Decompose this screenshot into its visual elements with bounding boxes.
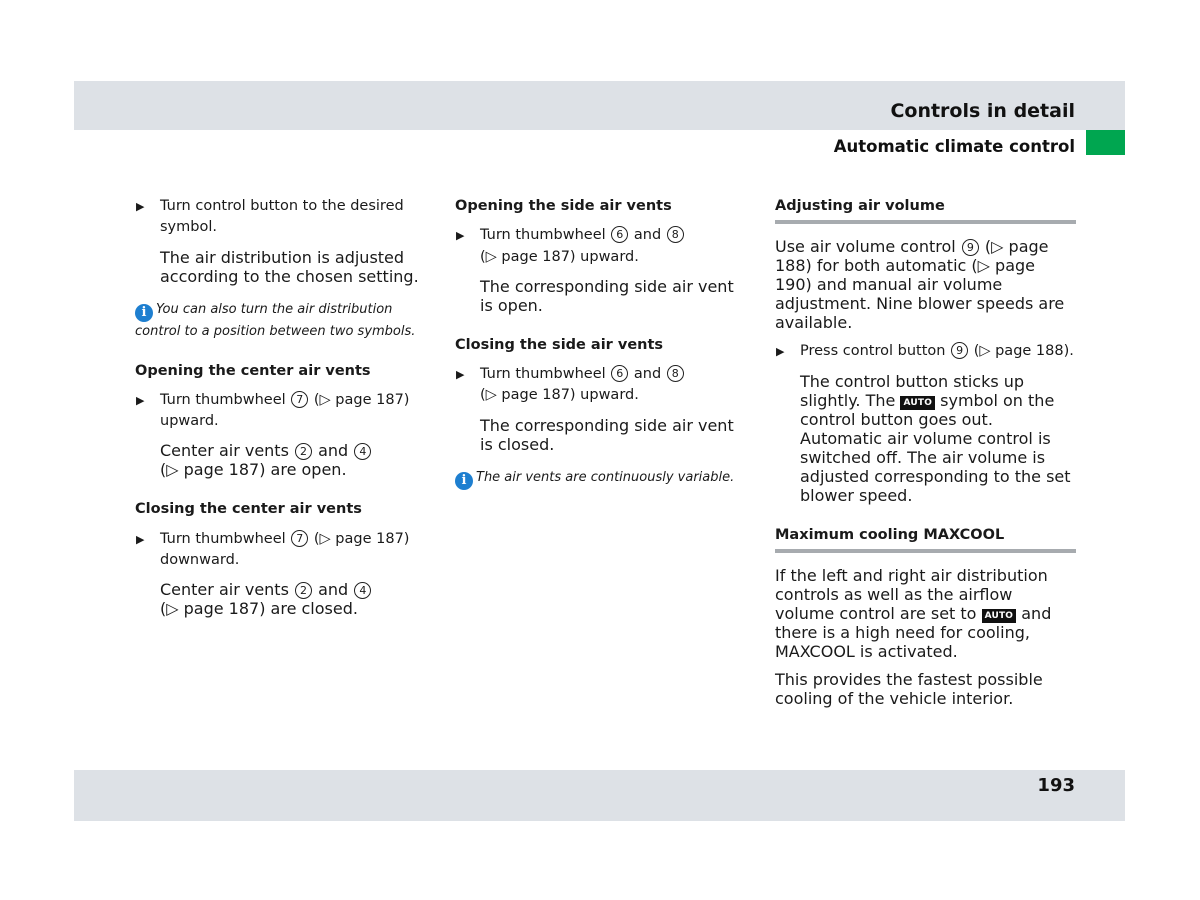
section-subtitle: Automatic climate control bbox=[833, 137, 1075, 156]
info-note-vents-variable: i The air vents are continuously variable. bbox=[455, 468, 735, 490]
instruction-close-side-vents: ▶ Turn thumbwheel 6 and 8 (▷ page 187) upward. bbox=[455, 364, 735, 407]
instruction-open-center-vents: ▶ Turn thumbwheel 7 (▷ page 187) upward. bbox=[135, 390, 435, 433]
result-air-distribution: The air distribution is adjusted according to the chosen setting. bbox=[160, 247, 419, 286]
heading-opening-side-vents: Opening the side air vents bbox=[455, 198, 672, 214]
callout-number: 7 bbox=[291, 530, 308, 547]
chapter-tab bbox=[1086, 130, 1125, 155]
callout-number: 2 bbox=[295, 443, 312, 460]
column-left bbox=[135, 196, 435, 627]
result-side-vent-closed: The corresponding side air vent is closed. bbox=[480, 415, 734, 454]
page-number: 193 bbox=[1037, 775, 1075, 796]
heading-closing-side-vents: Closing the side air vents bbox=[455, 336, 664, 353]
paragraph-maxcool-activation: If the left and right air distribution controls as well as the airflow volume control are set to AUTO and there is a high need for cooling, MAXCOOL is activated. bbox=[775, 565, 1052, 661]
callout-number: 2 bbox=[295, 582, 312, 599]
info-note-air-distribution: i You can also turn the air distribution control to a position between two symbols. bbox=[135, 301, 416, 339]
result-center-vents-closed: Center air vents 2 and 4 (▷ page 187) are closed. bbox=[135, 580, 435, 618]
paragraph-fastest-cooling: This provides the fastest possible cooling of the vehicle interior. bbox=[775, 669, 1043, 708]
info-icon: i bbox=[455, 472, 473, 490]
callout-number: 7 bbox=[291, 391, 308, 408]
column-middle bbox=[455, 196, 735, 510]
callout-number: 6 bbox=[611, 226, 628, 243]
heading-opening-center-vents: Opening the center air vents bbox=[135, 362, 371, 379]
instruction-close-center-vents: ▶ Turn thumbwheel 7 (▷ page 187) downward. bbox=[135, 529, 435, 572]
callout-number: 4 bbox=[354, 443, 371, 460]
column-right bbox=[775, 196, 1076, 717]
auto-badge: AUTO bbox=[982, 609, 1017, 623]
callout-number: 8 bbox=[667, 226, 684, 243]
info-icon: i bbox=[135, 304, 153, 322]
result-center-vents-open: Center air vents 2 and 4 (▷ page 187) are open. bbox=[135, 441, 435, 479]
callout-number: 8 bbox=[667, 365, 684, 382]
callout-number: 4 bbox=[354, 582, 371, 599]
paragraph-air-volume-control: Use air volume control 9 (▷ page 188) for both automatic (▷ page 190) and manual air volume adjustment. Nine blower speeds are available. bbox=[775, 237, 1065, 333]
result-control-button-sticks-up: The control button sticks up slightly. The AUTO symbol on the control button goes out. Automatic air volume control is switched off. The air volume is adjusted corresponding to the set blower speed. bbox=[800, 371, 1071, 505]
result-side-vent-open: The corresponding side air vent is open. bbox=[480, 276, 734, 315]
instruction-press-control-button: ▶ Press control button 9 (▷ page 188). bbox=[775, 341, 1076, 362]
auto-badge: AUTO bbox=[900, 396, 935, 410]
page-title: Controls in detail bbox=[890, 100, 1075, 122]
callout-number: 6 bbox=[611, 365, 628, 382]
heading-adjusting-air-volume: Adjusting air volume bbox=[775, 196, 1076, 224]
footer-band bbox=[74, 770, 1125, 821]
heading-closing-center-vents: Closing the center air vents bbox=[135, 501, 362, 518]
instruction-open-side-vents: ▶ Turn thumbwheel 6 and 8 (▷ page 187) upward. bbox=[455, 225, 735, 268]
callout-number: 9 bbox=[962, 239, 979, 256]
callout-number: 9 bbox=[951, 342, 968, 359]
instruction-turn-control-button: ▶ Turn control button to the desired symbol. bbox=[135, 196, 435, 239]
heading-maximum-cooling: Maximum cooling MAXCOOL bbox=[775, 525, 1076, 553]
